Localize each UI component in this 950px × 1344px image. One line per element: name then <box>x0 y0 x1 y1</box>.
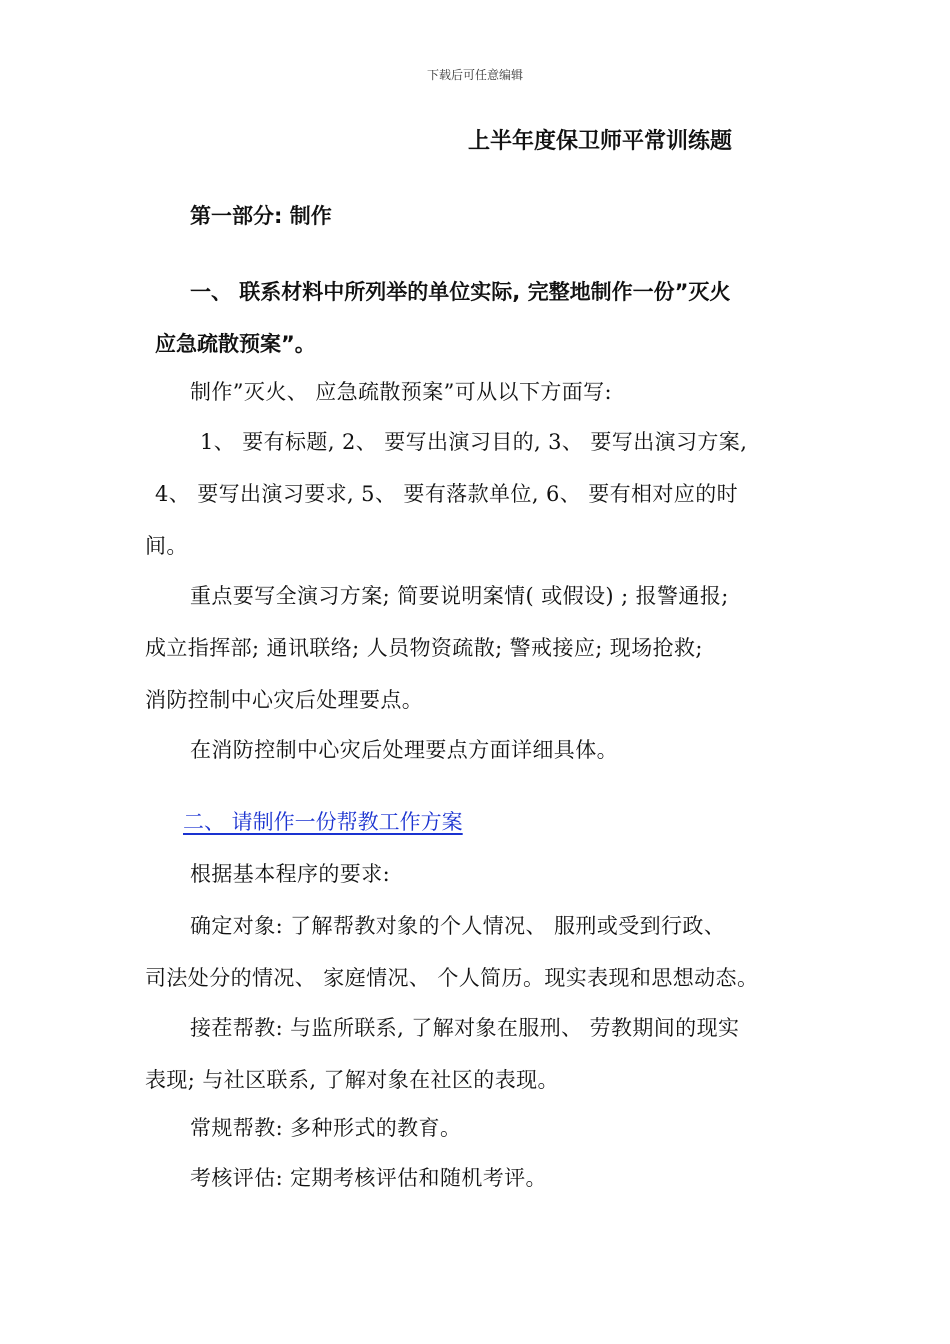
section2-handover-line2: 表现; 与社区联系, 了解对象在社区的表现。 <box>145 1068 559 1092</box>
section2-handover-line1: 接茬帮教: 与监所联系, 了解对象在服刑、 劳教期间的现实 <box>190 1016 740 1040</box>
part-heading: 第一部分: 制作 <box>190 204 332 228</box>
section1-heading-line2: 应急疏散预案”。 <box>155 332 316 356</box>
section2-confirm-line2: 司法处分的情况、 家庭情况、 个人简历。现实表现和思想动态。 <box>145 966 759 990</box>
section1-items-line3: 间。 <box>145 534 188 558</box>
section2-heading-link[interactable]: 二、 请制作一份帮教工作方案 <box>183 810 463 834</box>
section1-focus-line2: 成立指挥部; 通讯联络; 人员物资疏散; 警戒接应; 现场抢救; <box>145 636 703 660</box>
section2-confirm-line1: 确定对象: 了解帮教对象的个人情况、 服刑或受到行政、 <box>190 914 726 938</box>
section1-heading-line1: 一、 联系材料中所列举的单位实际, 完整地制作一份”灭火 <box>190 280 731 304</box>
header-note: 下载后可任意编辑 <box>426 68 523 82</box>
section2-assess: 考核评估: 定期考核评估和随机考评。 <box>190 1166 547 1190</box>
document-title: 上半年度保卫师平常训练题 <box>468 129 733 154</box>
section1-items-line1: 1、 要有标题, 2、 要写出演习目的, 3、 要写出演习方案, <box>200 430 748 454</box>
section1-focus-line3: 消防控制中心灾后处理要点。 <box>145 688 424 712</box>
section1-detail: 在消防控制中心灾后处理要点方面详细具体。 <box>190 738 618 762</box>
section2-routine: 常规帮教: 多种形式的教育。 <box>190 1116 462 1140</box>
section1-intro: 制作”灭火、 应急疏散预案”可从以下方面写: <box>190 380 613 404</box>
section2-intro: 根据基本程序的要求: <box>190 862 391 886</box>
section1-items-line2: 4、 要写出演习要求, 5、 要有落款单位, 6、 要有相对应的时 <box>155 482 739 506</box>
section1-focus-line1: 重点要写全演习方案; 简要说明案情( 或假设) ; 报警通报; <box>190 584 729 608</box>
